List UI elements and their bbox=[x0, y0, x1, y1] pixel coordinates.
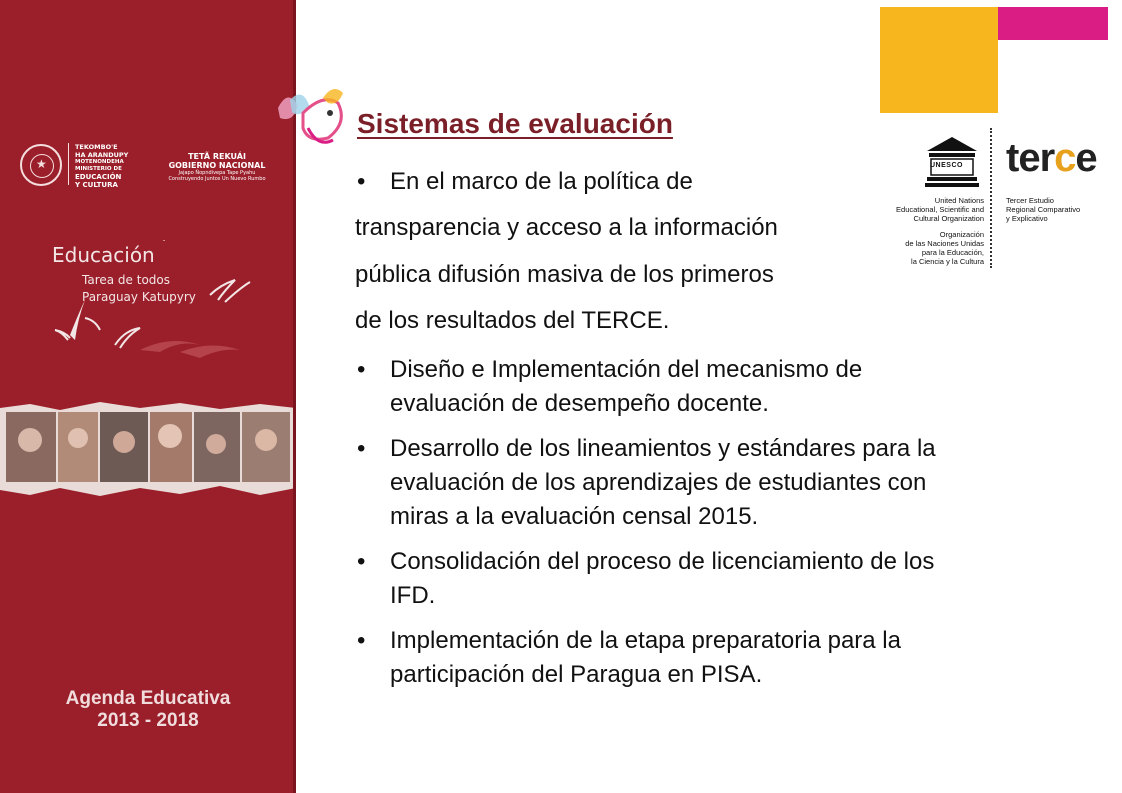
agenda-educativa bbox=[0, 688, 296, 732]
list-item-text: En el marco de la política de bbox=[390, 168, 693, 195]
terce-line: Tercer Estudio bbox=[1006, 196, 1054, 205]
ministry-line: Y CULTURA bbox=[75, 181, 118, 189]
unesco-line: Organización bbox=[939, 230, 984, 239]
agenda-line: Agenda Educativa bbox=[65, 688, 231, 709]
bullet: • bbox=[357, 626, 366, 654]
list-item-text: Consolidación del proceso de licenciamiento de los IFD. bbox=[390, 547, 935, 609]
terce-line: y Explicativo bbox=[1006, 214, 1048, 223]
terce-logo bbox=[1006, 136, 1097, 181]
list-item-line: transparencia y acceso a la información bbox=[355, 214, 778, 241]
list-item bbox=[355, 624, 980, 692]
ministry-line: MOTENONDEHA bbox=[75, 159, 124, 165]
gobierno-nacional-logo bbox=[162, 152, 272, 182]
unesco-terce-logos bbox=[878, 128, 1118, 278]
bullet: • bbox=[357, 547, 366, 575]
list-item bbox=[355, 432, 980, 534]
agenda-line: 2013 - 2018 bbox=[97, 710, 199, 731]
unesco-line: Educational, Scientific and bbox=[896, 205, 984, 214]
list-item bbox=[355, 545, 980, 613]
ministry-logo-text bbox=[75, 143, 128, 189]
orange-block bbox=[880, 7, 998, 113]
terce-part: e bbox=[1075, 136, 1097, 180]
magenta-block bbox=[998, 7, 1108, 40]
bullet: • bbox=[357, 434, 366, 462]
list-item-text: Desarrollo de los lineamientos y estándares para la evaluación de los aprendizajes de estudiantes con miras a la evaluación censal 2015. bbox=[390, 434, 936, 530]
educacion-sub-line: Tarea de todos bbox=[82, 273, 170, 287]
list-item-text: Implementación de la etapa preparatoria para la participación del Paragua en PISA. bbox=[390, 626, 901, 688]
gob-line: TETÃ REKUÁI bbox=[188, 152, 246, 161]
child-drawing-decoration bbox=[268, 78, 368, 168]
terce-subtitle bbox=[1006, 196, 1080, 223]
list-item-line: de los resultados del TERCE. bbox=[355, 307, 670, 334]
unesco-line: la Ciencia y la Cultura bbox=[911, 257, 984, 266]
unesco-english-name bbox=[878, 196, 984, 223]
unesco-line: United Nations bbox=[934, 196, 984, 205]
terce-part: ter bbox=[1006, 136, 1055, 180]
classroom-photo-collage bbox=[0, 400, 296, 500]
unesco-spanish-name bbox=[878, 230, 984, 266]
list-item-continuation bbox=[355, 205, 875, 345]
list-item-line: pública difusión masiva de los primeros bbox=[355, 260, 774, 288]
unesco-line: para la Educación, bbox=[921, 248, 984, 257]
gob-line: Construyendo Juntos Un Nuevo Rumbo bbox=[168, 176, 266, 182]
list-item bbox=[355, 353, 980, 421]
ministry-line: MINISTERIO DE bbox=[75, 166, 122, 172]
gob-line: Jajapo Ñopndivepa Tape Pyahu bbox=[178, 170, 256, 176]
terce-part: c bbox=[1054, 136, 1076, 180]
ministry-line: HA ARANDUPY bbox=[75, 151, 129, 159]
unesco-line: de las Naciones Unidas bbox=[905, 239, 984, 248]
ministry-line: TEKOMBO'E bbox=[75, 143, 118, 151]
gob-line: GOBIERNO NACIONAL bbox=[168, 161, 266, 170]
dotted-divider bbox=[990, 128, 992, 268]
list-item-text: Diseño e Implementación del mecanismo de evaluación de desempeño docente. bbox=[390, 355, 863, 417]
educacion-title: Educación bbox=[52, 243, 155, 267]
paraguay-seal-icon: ★ bbox=[20, 144, 62, 186]
ministry-line: EDUCACIÓN bbox=[75, 173, 122, 181]
unesco-line: Cultural Organization bbox=[913, 214, 984, 223]
slide-title: Sistemas de evaluación bbox=[357, 108, 673, 139]
bullet: • bbox=[357, 168, 366, 195]
terce-line: Regional Comparativo bbox=[1006, 205, 1081, 214]
bullet: • bbox=[357, 355, 366, 383]
sidebar-banner bbox=[0, 0, 296, 793]
unesco-word: UNESCO bbox=[930, 162, 963, 169]
educacion-subtitle bbox=[82, 272, 196, 306]
divider bbox=[68, 143, 69, 185]
educacion-sub-line: Paraguay Katupyry bbox=[82, 290, 196, 304]
